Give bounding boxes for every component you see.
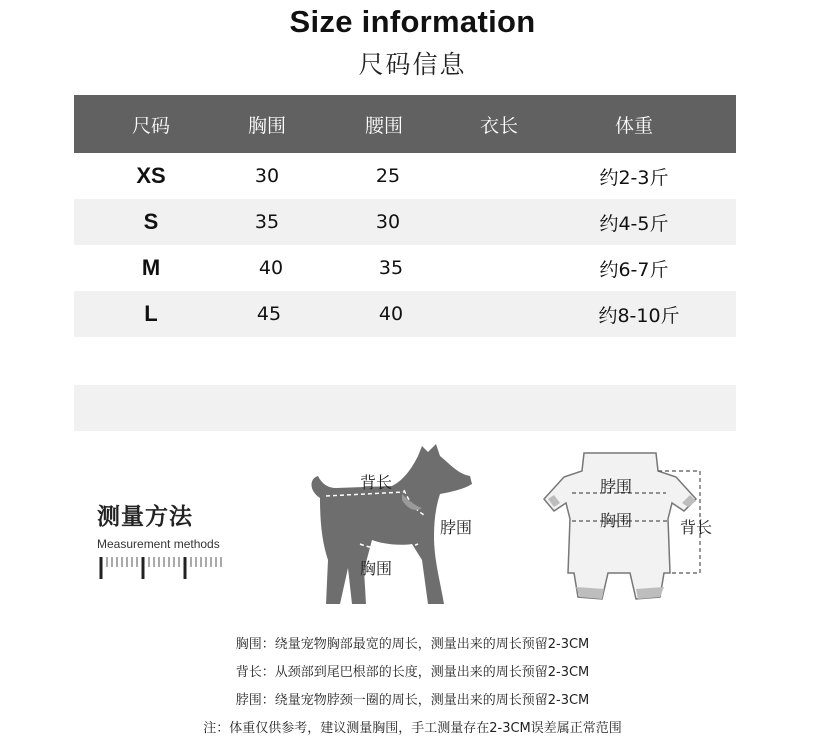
cell-chest: 30 xyxy=(254,165,280,187)
measurement-notes xyxy=(0,631,825,743)
cell-size: XS xyxy=(136,163,166,188)
dog-label-neck: 脖围 xyxy=(440,518,473,537)
cell-length xyxy=(464,199,534,245)
col-header-weight: 体重 xyxy=(614,114,653,137)
page-title: Size information xyxy=(289,4,536,39)
cell-waist: 25 xyxy=(375,165,401,187)
cell-length xyxy=(464,245,534,291)
cell-weight: 约4-5斤 xyxy=(599,212,669,235)
dog-diagram xyxy=(300,440,500,610)
measurement-title: 测量方法 xyxy=(97,504,193,530)
col-header-chest: 胸围 xyxy=(247,114,286,137)
dog-label-chest: 胸围 xyxy=(360,559,393,578)
cell-weight: 约6-7斤 xyxy=(599,258,669,281)
cell-waist: 35 xyxy=(378,257,404,279)
table-row xyxy=(74,245,736,291)
note-chest: 胸围：绕量宠物胸部最宽的周长，测量出来的周长预留2-3CM xyxy=(235,637,590,652)
ruler-icon xyxy=(99,555,225,581)
table-row xyxy=(74,153,736,199)
col-header-size: 尺码 xyxy=(131,114,170,137)
col-header-length: 衣长 xyxy=(479,114,518,137)
garment-label-neck: 脖围 xyxy=(600,477,633,496)
dog-label-back: 背长 xyxy=(360,473,393,492)
cell-waist: 40 xyxy=(378,303,404,325)
cell-chest: 40 xyxy=(258,257,284,279)
measurement-subtitle: Measurement methods xyxy=(97,537,220,551)
garment-diagram xyxy=(540,447,725,607)
cell-chest: 45 xyxy=(256,303,282,325)
col-header-waist: 腰围 xyxy=(364,114,403,137)
garment-label-back: 背长 xyxy=(680,518,713,537)
cell-weight: 约8-10斤 xyxy=(598,304,680,327)
table-blank-row xyxy=(74,385,736,431)
note-disclaimer: 注：体重仅供参考，建议测量胸围，手工测量存在2-3CM误差属正常范围 xyxy=(203,721,622,736)
cell-size: S xyxy=(143,209,159,234)
table-row xyxy=(74,291,736,337)
note-neck: 脖围：绕量宠物脖颈一圈的周长，测量出来的周长预留2-3CM xyxy=(235,693,590,708)
cell-length xyxy=(464,153,534,199)
note-back: 背长：从颈部到尾巴根部的长度，测量出来的周长预留2-3CM xyxy=(235,665,590,680)
garment-label-chest: 胸围 xyxy=(600,511,633,530)
cell-weight: 约2-3斤 xyxy=(599,166,669,189)
size-table xyxy=(74,95,736,337)
cell-chest: 35 xyxy=(254,211,280,233)
measurement-methods-heading xyxy=(97,498,220,551)
page-subtitle: 尺码信息 xyxy=(358,50,467,79)
cell-size: L xyxy=(144,301,158,326)
table-header xyxy=(74,95,736,153)
table-row xyxy=(74,199,736,245)
cell-length xyxy=(464,291,534,337)
cell-waist: 30 xyxy=(375,211,401,233)
cell-size: M xyxy=(141,255,161,280)
